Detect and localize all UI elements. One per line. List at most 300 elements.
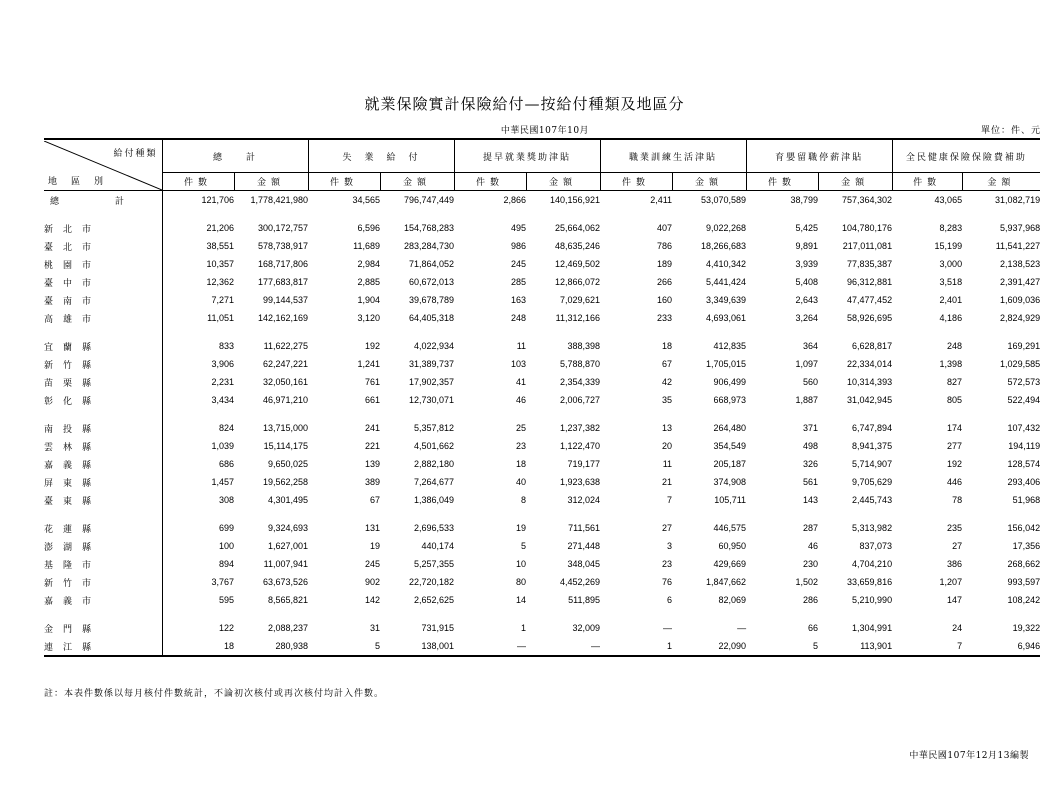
count-cell: 3,906 <box>211 359 234 369</box>
count-cell: 902 <box>364 577 381 587</box>
table-row <box>44 455 1040 473</box>
table-row <box>44 419 1040 437</box>
amount-cell: 280,938 <box>234 637 308 656</box>
count-cell: 6 <box>667 595 673 605</box>
amount-cell: 77,835,387 <box>847 259 893 269</box>
region-cell: 花蓮縣 <box>44 519 162 537</box>
amount-cell: 51,968 <box>1012 495 1041 505</box>
count-cell: 894 <box>218 559 234 569</box>
count-cell: 11 <box>516 341 527 351</box>
group-header-row <box>44 139 1040 173</box>
amount-cell: 5,441,424 <box>706 277 747 287</box>
count-cell: 287 <box>803 523 819 533</box>
table-row <box>44 437 1040 455</box>
count-cell: 1,398 <box>939 359 963 369</box>
table-row <box>44 573 1040 591</box>
amount-cell: 154,768,283 <box>403 223 455 233</box>
count-cell: 407 <box>657 223 673 233</box>
region-cell: 高雄市 <box>44 309 162 327</box>
amount-cell: — <box>737 623 747 633</box>
count-cell: 498 <box>803 441 819 451</box>
count-cell: 1,039 <box>211 441 234 451</box>
sub-header-row <box>44 173 1040 191</box>
report-title: 就業保險實計保險給付—按給付種類及地區分 <box>364 95 685 113</box>
count-cell: 23 <box>662 559 673 569</box>
amount-cell: 4,301,495 <box>267 495 309 505</box>
count-cell: 10 <box>516 559 527 569</box>
amount-cell: 348,045 <box>567 559 601 569</box>
count-cell: 266 <box>657 277 673 287</box>
amount-cell: 8,941,375 <box>852 441 893 451</box>
count-cell: 13 <box>662 423 673 433</box>
count-cell: — <box>454 637 526 656</box>
count-cell: 560 <box>803 377 819 387</box>
amount-cell: 31,389,737 <box>408 359 455 369</box>
amount-cell: 142,162,169 <box>257 313 309 323</box>
region-cell: 總計 <box>44 191 162 210</box>
amount-cell: 1,847,662 <box>706 577 747 587</box>
count-cell: 25 <box>516 423 527 433</box>
group-header-early-reemployment: 提早就業獎助津貼 <box>454 139 600 173</box>
group-header-parental-leave: 育嬰留職停薪津貼 <box>746 139 892 173</box>
amount-cell: 22,720,182 <box>408 577 455 587</box>
count-cell: 18 <box>662 341 673 351</box>
amount-cell: 388,398 <box>567 341 601 351</box>
amount-cell: 99,144,537 <box>262 295 309 305</box>
amount-cell: 4,693,061 <box>706 313 747 323</box>
amount-cell: — <box>526 637 600 656</box>
count-cell: 1,887 <box>795 395 819 405</box>
count-cell: 805 <box>947 395 963 405</box>
count-cell: 38,551 <box>206 241 234 251</box>
table-row <box>44 273 1040 291</box>
count-cell: 1,241 <box>357 359 381 369</box>
count-cell: 19 <box>516 523 527 533</box>
amount-cell: 53,070,589 <box>701 195 747 205</box>
amount-cell: 13,715,000 <box>262 423 309 433</box>
amount-cell: 446,575 <box>713 523 747 533</box>
amount-cell: 9,022,268 <box>706 223 747 233</box>
amount-cell: 33,659,816 <box>847 577 893 587</box>
amount-cell: 3,349,639 <box>706 295 747 305</box>
report-period: 中華民國107年10月 <box>500 126 590 136</box>
subheader-amount: 金額 <box>818 173 892 191</box>
amount-cell: 9,705,629 <box>852 477 893 487</box>
count-cell: 986 <box>511 241 527 251</box>
table-row <box>44 237 1040 255</box>
count-cell: 230 <box>803 559 819 569</box>
amount-cell: 48,635,246 <box>555 241 601 251</box>
region-cell: 臺北市 <box>44 237 162 255</box>
spacer-row <box>44 409 1040 419</box>
amount-cell: 12,866,072 <box>555 277 601 287</box>
count-cell: 139 <box>364 459 381 469</box>
count-cell: 364 <box>803 341 819 351</box>
count-cell: 3,000 <box>939 259 963 269</box>
count-cell: 122 <box>218 623 234 633</box>
region-cell: 臺中市 <box>44 273 162 291</box>
count-cell: 3 <box>667 541 673 551</box>
amount-cell: 1,778,421,980 <box>250 195 309 205</box>
count-cell: 143 <box>803 495 819 505</box>
count-cell: 78 <box>952 495 963 505</box>
amount-cell: 4,452,269 <box>560 577 601 587</box>
amount-cell: 11,622,275 <box>263 341 309 351</box>
amount-cell: 711,561 <box>568 523 601 533</box>
amount-cell: 5,937,968 <box>1000 223 1041 233</box>
count-cell: 163 <box>511 295 527 305</box>
amount-cell: 25,664,062 <box>555 223 601 233</box>
amount-cell: 64,405,318 <box>408 313 455 323</box>
count-cell: 661 <box>364 395 381 405</box>
count-cell: 23 <box>516 441 527 451</box>
corner-header <box>44 139 162 191</box>
subheader-amount: 金額 <box>234 173 308 191</box>
count-cell: 235 <box>947 523 963 533</box>
count-cell: 18 <box>162 637 234 656</box>
region-cell: 臺東縣 <box>44 491 162 509</box>
group-header-training-allowance: 職業訓練生活津貼 <box>600 139 746 173</box>
subheader-count: 件數 <box>600 173 672 191</box>
count-cell: 1,097 <box>795 359 819 369</box>
amount-cell: 2,006,727 <box>560 395 601 405</box>
amount-cell: 138,001 <box>380 637 454 656</box>
amount-cell: 10,314,393 <box>847 377 893 387</box>
count-cell: 7 <box>667 495 673 505</box>
amount-cell: 5,788,870 <box>560 359 601 369</box>
count-cell: 43,065 <box>934 195 963 205</box>
amount-cell: 63,673,526 <box>262 577 309 587</box>
count-cell: 21,206 <box>206 223 234 233</box>
count-cell: 19 <box>370 541 381 551</box>
amount-cell: 19,322 <box>1012 623 1041 633</box>
group-header-total: 總 計 <box>162 139 308 173</box>
amount-cell: 31,082,719 <box>995 195 1041 205</box>
group-header-health-insurance: 全民健康保險保險費補助 <box>892 139 1040 173</box>
amount-cell: 194,119 <box>1008 441 1041 451</box>
count-cell: 103 <box>511 359 527 369</box>
count-cell: 35 <box>662 395 673 405</box>
region-cell: 金門縣 <box>44 619 162 637</box>
amount-cell: 2,824,929 <box>1000 313 1041 323</box>
count-cell: 12,362 <box>206 277 234 287</box>
amount-cell: 32,050,161 <box>262 377 309 387</box>
count-cell: 1,457 <box>211 477 234 487</box>
count-cell: 4,186 <box>939 313 963 323</box>
count-cell: 38,799 <box>790 195 819 205</box>
corner-top-label: 給付種類 <box>113 148 158 159</box>
count-cell: 5 <box>521 541 527 551</box>
table-row <box>44 537 1040 555</box>
count-cell: 2,866 <box>503 195 527 205</box>
amount-cell: 58,926,695 <box>847 313 893 323</box>
amount-cell: 6,747,894 <box>852 423 893 433</box>
amount-cell: 6,946 <box>962 637 1040 656</box>
region-cell: 基隆市 <box>44 555 162 573</box>
count-cell: 14 <box>516 595 527 605</box>
total-row <box>44 191 1040 210</box>
table-body <box>44 191 1040 657</box>
spacer-row <box>44 327 1040 337</box>
amount-cell: 757,364,302 <box>842 195 893 205</box>
table-row <box>44 619 1040 637</box>
count-cell: 15,199 <box>934 241 963 251</box>
subheader-count: 件數 <box>162 173 234 191</box>
table-row <box>44 219 1040 237</box>
compiled-date: 中華民國107年12月13編製 <box>909 751 1029 761</box>
amount-cell: 300,172,757 <box>257 223 309 233</box>
count-cell: 248 <box>947 341 963 351</box>
amount-cell: 17,902,357 <box>408 377 455 387</box>
region-cell: 雲林縣 <box>44 437 162 455</box>
amount-cell: 46,971,210 <box>262 395 309 405</box>
amount-cell: 796,747,449 <box>403 195 455 205</box>
count-cell: 8 <box>521 495 527 505</box>
count-cell: 1 <box>600 637 672 656</box>
count-cell: 8,283 <box>939 223 963 233</box>
count-cell: 248 <box>511 313 527 323</box>
amount-cell: 522,494 <box>1007 395 1041 405</box>
count-cell: 5,408 <box>795 277 819 287</box>
table-row <box>44 473 1040 491</box>
amount-cell: 1,386,049 <box>413 495 455 505</box>
amount-cell: 113,901 <box>818 637 892 656</box>
subheader-count: 件數 <box>892 173 962 191</box>
amount-cell: 1,705,015 <box>706 359 747 369</box>
count-cell: 1,502 <box>795 577 819 587</box>
count-cell: 189 <box>657 259 673 269</box>
count-cell: 121,706 <box>201 195 234 205</box>
amount-cell: 4,410,342 <box>706 259 747 269</box>
count-cell: 285 <box>511 277 527 287</box>
region-cell: 嘉義市 <box>44 591 162 609</box>
benefits-table <box>44 138 1040 657</box>
count-cell: 27 <box>952 541 963 551</box>
amount-cell: 2,138,523 <box>1000 259 1041 269</box>
amount-cell: 1,029,585 <box>1000 359 1041 369</box>
amount-cell: 1,237,382 <box>560 423 601 433</box>
amount-cell: 12,730,071 <box>408 395 455 405</box>
count-cell: 1,207 <box>939 577 963 587</box>
count-cell: 595 <box>218 595 234 605</box>
amount-cell: 293,406 <box>1007 477 1041 487</box>
count-cell: 1,904 <box>357 295 381 305</box>
count-cell: 233 <box>657 313 673 323</box>
count-cell: 3,767 <box>211 577 234 587</box>
amount-cell: 5,210,990 <box>852 595 893 605</box>
amount-cell: 283,284,730 <box>403 241 455 251</box>
amount-cell: 4,022,934 <box>413 341 455 351</box>
subheader-amount: 金額 <box>380 173 454 191</box>
count-cell: 1 <box>521 623 527 633</box>
count-cell: 241 <box>364 423 381 433</box>
count-cell: 41 <box>516 377 527 387</box>
amount-cell: 107,432 <box>1007 423 1041 433</box>
count-cell: 174 <box>947 423 963 433</box>
region-cell: 新竹市 <box>44 573 162 591</box>
amount-cell: 47,477,452 <box>847 295 893 305</box>
table-row <box>44 519 1040 537</box>
count-cell: 24 <box>952 623 963 633</box>
amount-cell: 271,448 <box>567 541 601 551</box>
count-cell: 2,643 <box>795 295 819 305</box>
amount-cell: 511,895 <box>568 595 601 605</box>
amount-cell: 578,738,917 <box>257 241 309 251</box>
amount-cell: 169,291 <box>1007 341 1041 351</box>
count-cell: 160 <box>657 295 673 305</box>
amount-cell: 719,177 <box>567 459 601 469</box>
amount-cell: 9,324,693 <box>267 523 309 533</box>
group-header-unemployment: 失 業 給 付 <box>308 139 454 173</box>
count-cell: 67 <box>662 359 673 369</box>
region-cell: 臺南市 <box>44 291 162 309</box>
amount-cell: 731,915 <box>421 623 455 633</box>
amount-cell: 7,264,677 <box>413 477 455 487</box>
amount-cell: 993,597 <box>1007 577 1041 587</box>
count-cell: 446 <box>947 477 963 487</box>
amount-cell: 2,882,180 <box>413 459 455 469</box>
amount-cell: 32,009 <box>572 623 601 633</box>
amount-cell: 668,973 <box>713 395 747 405</box>
amount-cell: 1,627,001 <box>267 541 309 551</box>
amount-cell: 168,717,806 <box>257 259 309 269</box>
amount-cell: 2,696,533 <box>413 523 455 533</box>
amount-cell: 60,672,013 <box>408 277 455 287</box>
count-cell: 100 <box>218 541 234 551</box>
amount-cell: 18,266,683 <box>701 241 747 251</box>
count-cell: 46 <box>808 541 819 551</box>
subheader-amount: 金額 <box>526 173 600 191</box>
count-cell: 245 <box>511 259 527 269</box>
amount-cell: 4,501,662 <box>413 441 455 451</box>
region-cell: 南投縣 <box>44 419 162 437</box>
count-cell: 699 <box>218 523 234 533</box>
amount-cell: 6,628,817 <box>852 341 893 351</box>
count-cell: 286 <box>803 595 819 605</box>
region-cell: 宜蘭縣 <box>44 337 162 355</box>
amount-cell: 2,391,427 <box>1000 277 1041 287</box>
region-cell: 苗栗縣 <box>44 373 162 391</box>
amount-cell: 11,541,227 <box>995 241 1041 251</box>
count-cell: — <box>663 623 673 633</box>
amount-cell: 12,469,502 <box>555 259 601 269</box>
count-cell: 686 <box>218 459 234 469</box>
amount-cell: 837,073 <box>859 541 893 551</box>
amount-cell: 2,354,339 <box>560 377 601 387</box>
table-row <box>44 309 1040 327</box>
count-cell: 833 <box>218 341 234 351</box>
region-cell: 新竹縣 <box>44 355 162 373</box>
region-cell: 桃園市 <box>44 255 162 273</box>
subheader-amount: 金額 <box>672 173 746 191</box>
amount-cell: 9,650,025 <box>267 459 309 469</box>
table-row <box>44 255 1040 273</box>
count-cell: 5,425 <box>795 223 819 233</box>
amount-cell: 4,704,210 <box>852 559 893 569</box>
table-row <box>44 391 1040 409</box>
amount-cell: 217,011,081 <box>842 241 893 251</box>
amount-cell: 22,090 <box>672 637 746 656</box>
amount-cell: 8,565,821 <box>267 595 309 605</box>
table-row <box>44 591 1040 609</box>
amount-cell: 96,312,881 <box>847 277 893 287</box>
region-cell: 連江縣 <box>44 637 162 656</box>
table-row <box>44 491 1040 509</box>
amount-cell: 11,312,166 <box>555 313 601 323</box>
amount-cell: 264,480 <box>713 423 747 433</box>
count-cell: 67 <box>370 495 381 505</box>
count-cell: 221 <box>364 441 381 451</box>
amount-cell: 5,714,907 <box>852 459 893 469</box>
amount-cell: 906,499 <box>713 377 747 387</box>
amount-cell: 268,662 <box>1007 559 1041 569</box>
amount-cell: 31,042,945 <box>847 395 893 405</box>
amount-cell: 104,780,176 <box>842 223 893 233</box>
amount-cell: 156,042 <box>1007 523 1041 533</box>
subheader-amount: 金額 <box>962 173 1040 191</box>
amount-cell: 7,029,621 <box>560 295 601 305</box>
amount-cell: 1,304,991 <box>852 623 893 633</box>
count-cell: 824 <box>218 423 234 433</box>
count-cell: 326 <box>803 459 819 469</box>
amount-cell: 572,573 <box>1007 377 1041 387</box>
count-cell: 9,891 <box>795 241 819 251</box>
count-cell: 131 <box>364 523 381 533</box>
subheader-count: 件數 <box>746 173 818 191</box>
amount-cell: 1,122,470 <box>560 441 601 451</box>
count-cell: 2,411 <box>650 195 673 205</box>
amount-cell: 82,069 <box>718 595 747 605</box>
subheader-count: 件數 <box>454 173 526 191</box>
amount-cell: 140,156,921 <box>549 195 601 205</box>
footnote: 註：本表件數係以每月核付件數統計，不論初次核付或再次核付均計入件數。 <box>44 689 385 699</box>
count-cell: 3,264 <box>795 313 819 323</box>
spacer-row <box>44 609 1040 619</box>
table-row <box>44 337 1040 355</box>
amount-cell: 19,562,258 <box>262 477 309 487</box>
amount-cell: 412,835 <box>713 341 747 351</box>
count-cell: 7,271 <box>211 295 234 305</box>
count-cell: 371 <box>803 423 819 433</box>
count-cell: 31 <box>370 623 381 633</box>
amount-cell: 71,864,052 <box>408 259 455 269</box>
count-cell: 2,401 <box>939 295 963 305</box>
count-cell: 27 <box>662 523 673 533</box>
amount-cell: 5,313,982 <box>852 523 893 533</box>
amount-cell: 1,609,036 <box>1000 295 1041 305</box>
unit-label: 單位：件、元 <box>980 126 1041 136</box>
count-cell: 66 <box>808 623 819 633</box>
amount-cell: 62,247,221 <box>262 359 309 369</box>
region-cell: 新北市 <box>44 219 162 237</box>
amount-cell: 5,357,812 <box>413 423 455 433</box>
count-cell: 495 <box>511 223 527 233</box>
count-cell: 3,434 <box>211 395 234 405</box>
amount-cell: 177,683,817 <box>257 277 309 287</box>
count-cell: 3,120 <box>357 313 381 323</box>
amount-cell: 374,908 <box>713 477 747 487</box>
corner-bottom-label: 地區別 <box>48 176 118 187</box>
count-cell: 2,231 <box>211 377 234 387</box>
amount-cell: 105,711 <box>714 495 747 505</box>
count-cell: 192 <box>947 459 963 469</box>
count-cell: 761 <box>364 377 381 387</box>
table-row <box>44 355 1040 373</box>
count-cell: 21 <box>662 477 673 487</box>
count-cell: 42 <box>662 377 673 387</box>
count-cell: 245 <box>364 559 381 569</box>
count-cell: 5 <box>746 637 818 656</box>
